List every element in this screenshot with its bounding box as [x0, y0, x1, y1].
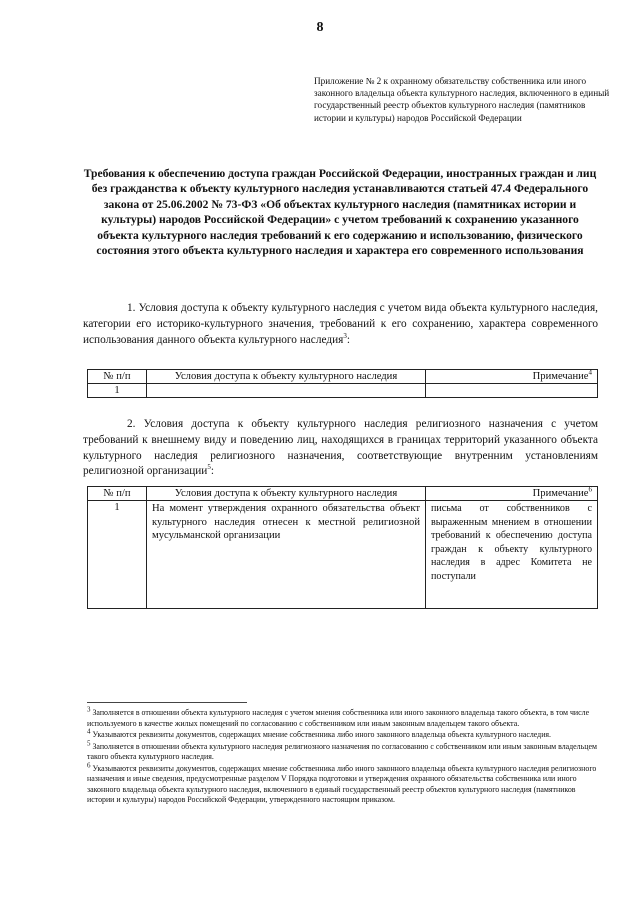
header-conditions: Условия доступа к объекту культурного наследия [147, 370, 426, 384]
table-header-row [88, 487, 598, 501]
row-number: 1 [88, 501, 147, 609]
footnote-4: $^4$ Указываются реквизиты документов, содержащих мнение собственника либо иного законного владельца объекта культурного наследия. [87, 727, 552, 739]
footnotes [87, 705, 599, 807]
section-2-paragraph: 2. Условия доступа к объекту культурного наследия религиозного назначения с учетом требований к внешнему виду и поведению лиц, находящихся в границах территорий указанного объекта культурного наследия религиозного назначения, соответствующие внутренним установлениям религиозной организации$^5$: [83, 418, 598, 478]
section-2-text: 2. Условия доступа к объекту культурного наследия религиозного назначения с учетом требований к внешнему виду и поведению лиц, находящихся в границах территорий указанного объекта культурного наследия религиозного назначения, соответствующие внутренним установлениям религиозной организации [83, 418, 598, 478]
footnote-ref-6[interactable]: 6 [588, 485, 592, 494]
footnote-ref-5[interactable]: 5 [207, 463, 211, 472]
header-note: Примечание$^6$ [426, 487, 598, 501]
table-row [88, 384, 598, 398]
row-conditions: На момент утверждения охранного обязательства объект культурного наследия отнесен к местной религиозной мусульманской организации [147, 501, 426, 609]
footnote-divider [87, 702, 247, 703]
row-note: письма от собственников с выраженным мнением в отношении требований к обеспечению доступа граждан к объекту культурного наследия в адрес Комитета не поступали [426, 501, 598, 609]
footnote-ref-4[interactable]: 4 [588, 368, 592, 377]
header-number: № п/п [88, 370, 147, 384]
row-note [426, 384, 598, 398]
page-number: 8 [316, 20, 324, 35]
access-conditions-table-1 [87, 369, 598, 398]
footnote-ref-3[interactable]: 3 [343, 331, 347, 340]
header-note: Примечание$^4$ [426, 370, 598, 384]
footnote-3: $^3$ Заполняется в отношении объекта культурного наследия с учетом мнения собственника или иного законного владельца такого объекта, в том числе используемого в качестве жилых помещений по согласованию с собственником или иным законным владельцем такого объекта. [87, 705, 590, 728]
footnote-6: $^6$ Указываются реквизиты документов, содержащих мнение собственника либо иного законного владельца объекта культурного наследия религиозного назначения и иные сведения, предусмотренные разделом V Порядка подготовки и утверждения охранного обязательства собственника или иного законного владельца объекта культурного наследия, включенного в единый государственный реестр объектов культурного наследия (памятников истории и культуры) народов Российской Федерации, утвержденного настоящим приказом. [87, 760, 597, 804]
footnote-5: $^5$ Заполняется в отношении объекта культурного наследия религиозного назначения по согласованию с собственником или иным законным владельцем такого объекта культурного наследия. [87, 738, 597, 761]
document-heading: Требования к обеспечению доступа граждан Российской Федерации, иностранных граждан и лиц без гражданства к объекту культурного наследия устанавливаются статьей 47.4 Федерального закона от 25.06.2002 № 73-ФЗ «Об объектах культурного наследия (памятниках истории и культуры) народов Российской Федерации» с учетом требований к сохранению указанного объекта культурного наследия требований к его содержанию и использованию, физического состояния этого объекта культурного наследия и характера его современного использования [83, 167, 597, 258]
section-1-text: 1. Условия доступа к объекту культурного наследия с учетом вида объекта культурного наследия, категории его историко-культурного значения, требований к его сохранению, характера современного использования данного объекта культурного наследия [83, 302, 598, 346]
header-conditions: Условия доступа к объекту культурного наследия [147, 487, 426, 501]
row-conditions [147, 384, 426, 398]
access-conditions-table-2 [87, 486, 598, 609]
section-1-paragraph: 1. Условия доступа к объекту культурного наследия с учетом вида объекта культурного наследия, категории его историко-культурного значения, требований к его сохранению, характера современного использования данного объекта культурного наследия$^3$: [83, 302, 598, 346]
table-header-row [88, 370, 598, 384]
row-number: 1 [88, 384, 147, 398]
table-row [88, 501, 598, 609]
header-number: № п/п [88, 487, 147, 501]
appendix-note: Приложение № 2 к охранному обязательству собственника или иного законного владельца объекта культурного наследия, включенного в единый государственный реестр объектов культурного наследия (памятников истории и культуры) народов Российской Федерации [314, 76, 610, 123]
